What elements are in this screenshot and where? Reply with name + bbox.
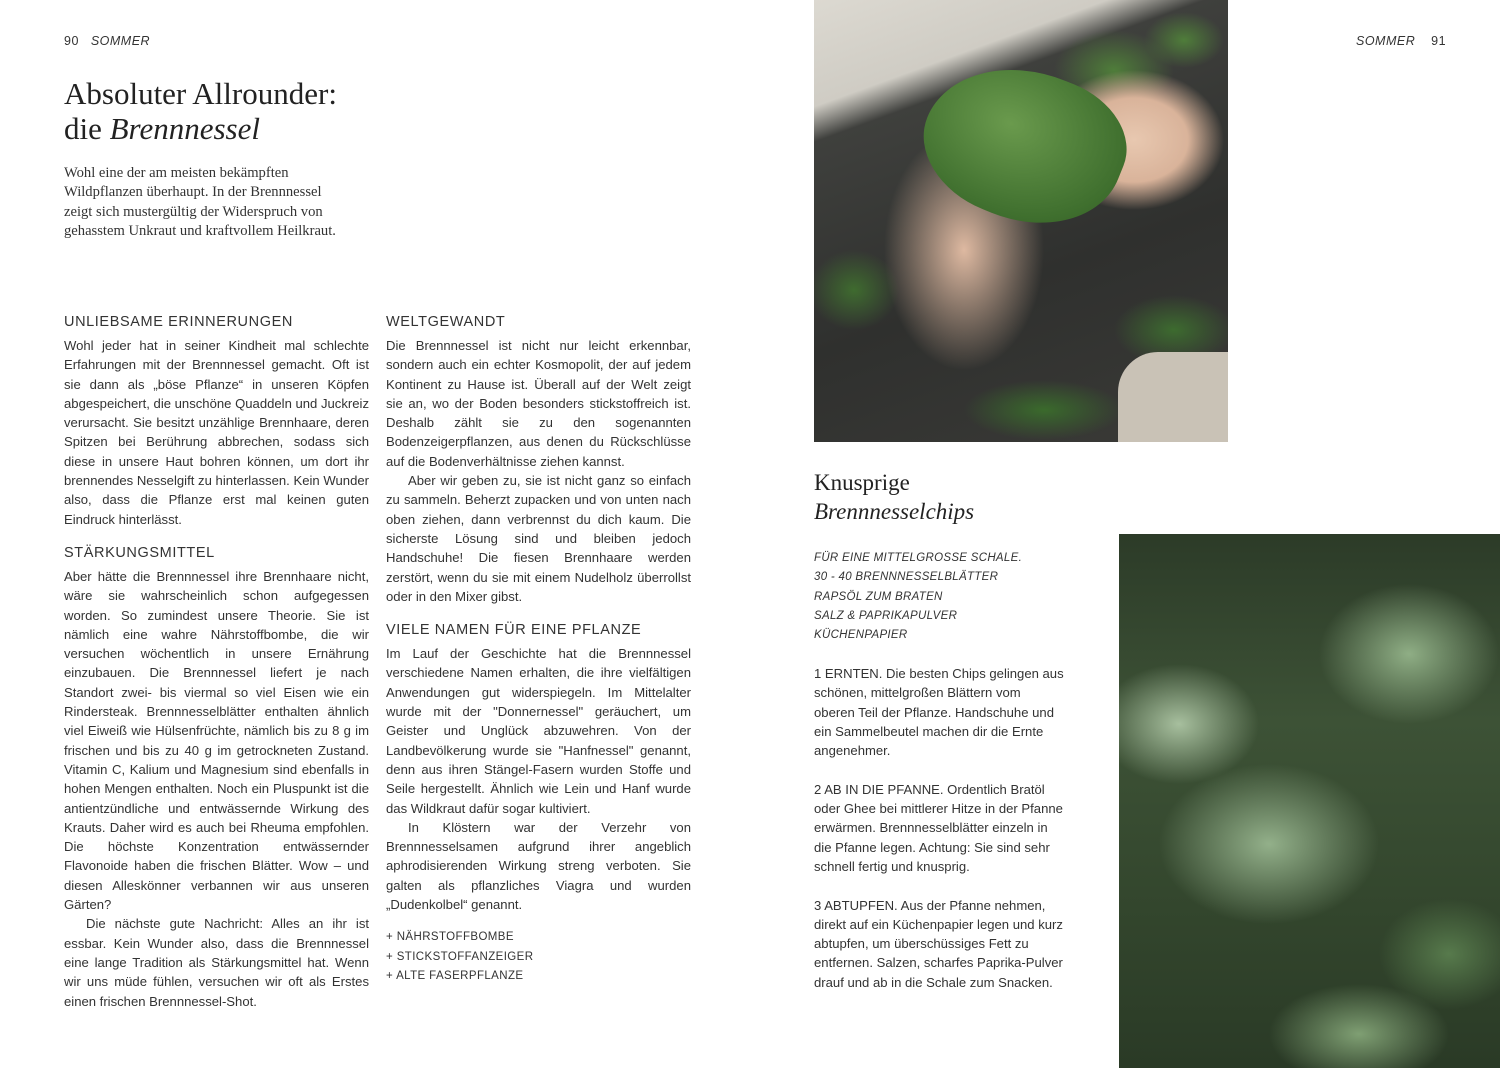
page-folio-right <box>1356 34 1446 48</box>
title-line-1: Absoluter Allrounder: <box>64 76 337 111</box>
recipe-step: 2 AB IN DIE PFANNE. Ordentlich Bratöl oder Ghee bei mittlerer Hitze in der Pfanne erwärmen. Brennnesselblätter einzeln in die Pfanne legen. Achtung: Sie sind sehr schnell fertig und knusprig. <box>814 781 1063 874</box>
recipe-title-line-1: Knusprige <box>814 470 910 495</box>
keyword-item: + STICKSTOFFANZEIGER <box>386 950 534 963</box>
ingredient-list <box>814 549 1022 645</box>
body-paragraph: Die Brennnessel ist nicht nur leicht erkennbar, sondern auch ein echter Kosmopolit, der auf jedem Kontinent zu Hause ist. Überall auf der Welt zeigt sie an, wo der Boden besonders stickstoffreich ist. Deshalb zählt sie zu den sogenannten Bodenzeigerpflanzen, aus denen du Rückschlüsse auf die Bodenverhältnisse ziehen kannst. <box>386 338 691 469</box>
section-name-right: SOMMER <box>1356 34 1416 48</box>
page-folio-left <box>64 34 150 48</box>
right-page <box>750 0 1500 1068</box>
photo-hands-holding-nettle-leaf <box>814 0 1228 442</box>
keyword-item: + NÄHRSTOFFBOMBE <box>386 931 514 944</box>
ingredient-item: RAPSÖL ZUM BRATEN <box>814 590 943 603</box>
sleeve-shape <box>1118 352 1228 442</box>
recipe-step: 3 ABTUPFEN. Aus der Pfanne nehmen, direkt auf ein Küchenpapier legen und kurz abtupfen, um überschüssiges Fett zu entfernen. Salzen, scharfes Paprika-Pulver drauf und ab in die Schale zum Snacken. <box>814 897 1063 990</box>
body-paragraph: Aber wir geben zu, sie ist nicht ganz so einfach zu sammeln. Beherzt zupacken und von unten nach oben ziehen, dann verbrennst du dich kaum. Die sicherste Lösung sind und bleiben jedoch Handschuhe! Die fiesen Brennhaare werden zerstört, wenn du sie mit einem Nudelholz überrollst oder in den Mixer gibst. <box>386 473 691 604</box>
recipe-step: 1 ERNTEN. Die besten Chips gelingen aus schönen, mittelgroßen Blättern vom oberen Teil der Pflanze. Handschuhe und ein Sammelbeutel machen dir die Ernte angenehmer. <box>814 666 1064 759</box>
nettle-leaf-shape <box>903 38 1145 252</box>
recipe-steps <box>814 664 1064 1011</box>
body-paragraph: In Klöstern war der Verzehr von Brennnesselsamen aufgrund ihrer angeblich aphrodisierenden Wirkung streng verboten. Sie galten als pflanzliches Viagra und wurden „Dudenkolbel“ genannt. <box>386 819 691 913</box>
text-column-b <box>386 312 691 986</box>
section-heading: WELTGEWANDT <box>386 314 506 330</box>
page-title <box>64 76 337 146</box>
section-heading: STÄRKUNGSMITTEL <box>64 544 215 561</box>
section-heading: VIELE NAMEN FÜR EINE PFLANZE <box>386 622 642 639</box>
ingredient-item: KÜCHENPAPIER <box>814 629 908 642</box>
keyword-list <box>386 928 691 986</box>
title-line-2-prefix: die <box>64 111 110 146</box>
page-number-left: 90 <box>64 34 79 48</box>
section-heading: UNLIEBSAME ERINNERUNGEN <box>64 314 293 330</box>
section-name-left: SOMMER <box>90 34 151 48</box>
recipe-title-line-2: Brennnesselchips <box>814 499 975 524</box>
ingredient-item: FÜR EINE MITTELGROSSE SCHALE. <box>814 552 1023 564</box>
body-paragraph: Aber hätte die Brennnessel ihre Brennhaare nicht, wäre sie wahrscheinlich schon aufgegessen worden. So zumindest unsere Theorie. Sie ist nämlich eine wahre Nährstoffbombe, die wir versuchen wöchentlich in unsere Ernährung einzubauen. Die Brennnessel liefert je nach Standort zwei- bis viermal so viel Eisen wie ein Rindersteak. Brennnesselblätter enthalten ähnlich viel Eiweiß wie Hülsenfrüchte, nämlich bis zu 8 g im frischen und bis zu 40 g im getrockneten Zustand. Vitamin C, Kalium und Magnesium sind ebenfalls in hohen Mengen enthalten. Noch ein Pluspunkt ist die antientzündliche und entwässernde Wirkung des Krauts. Daher wird es auch bei Rheuma empfohlen. Die höchste Konzentration entwässernder Flavonoide haben die frischen Blätter. Wow – und diesen Alleskönner verbannen wir aus unseren Gärten? <box>64 568 369 913</box>
text-column-a <box>64 312 369 1011</box>
photo-nettle-plant <box>1119 534 1500 1068</box>
keyword-item: + ALTE FASERPFLANZE <box>386 969 524 982</box>
body-paragraph: Im Lauf der Geschichte hat die Brennnessel verschiedene Namen erhalten, die ihre vielfältigen Anwendungen gut widerspiegeln. Im Mittelalter wurde mit der "Donnernessel" geräuchert, um Geister und Unglück abzuwehren. Von der Landbevölkerung wurde sie "Hanfnessel" genannt, denn aus ihren Stängel-Fasern wurden Stoffe und Seile hergestellt. Ähnlich wie Lein und Hanf wurde das Wildkraut dafür sogar kultiviert. <box>386 646 691 816</box>
body-paragraph: Die nächste gute Nachricht: Alles an ihr ist essbar. Kein Wunder also, dass die Brennnessel eine lange Tradition als Stärkungsmittel hat. Wenn wir uns müde fühlen, versuchen wir oft als Erstes einen frischen Brennnessel-Shot. <box>64 916 369 1009</box>
recipe-title <box>814 468 974 526</box>
page-number-right: 91 <box>1431 34 1447 48</box>
ingredient-item: SALZ & PAPRIKAPULVER <box>814 609 958 622</box>
title-line-2-italic: Brennnessel <box>109 111 260 146</box>
ingredient-item: 30 - 40 BRENNNESSELBLÄTTER <box>814 571 999 584</box>
body-paragraph: Wohl jeder hat in seiner Kindheit mal schlechte Erfahrungen mit der Brennnessel gemacht. Oft ist sie dann als „böse Pflanze“ in unseren Köpfen abgespeichert, die unschöne Quaddeln und Juckreiz verursacht. Sie besitzt unzählige Brennhaare, deren Spitzen bei Berührung abbrechen, sodass sich diese in unsere Haut bohren können, um dort ihr brennendes Nesselgift zu hinterlassen. Kein Wunder also, dass die Pflanze erst mal keinen guten Eindruck hinterlässt. <box>64 338 369 527</box>
intro-paragraph: Wohl eine der am meisten bekämpften Wildpflanzen überhaupt. In der Brennnessel zeigt sich mustergültig der Widerspruch von gehasstem Unkraut und kraftvollem Heilkraut. <box>64 165 336 239</box>
